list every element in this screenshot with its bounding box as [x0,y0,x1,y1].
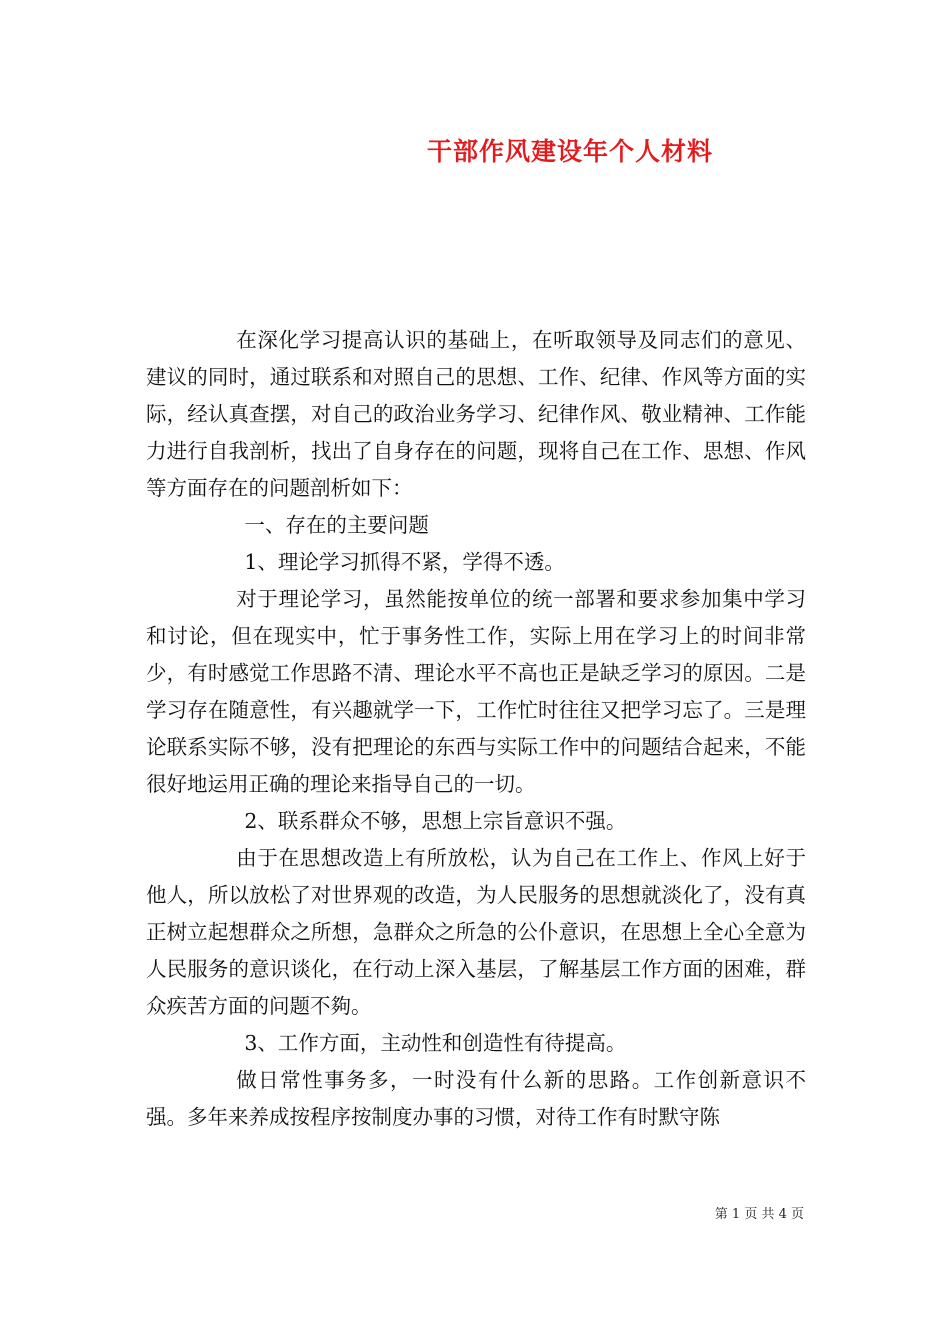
paragraph: 在深化学习提高认识的基础上，在听取领导及同志们的意见、建议的同时，通过联系和对照自己的思想、工作、纪律、作风等方面的实际，经认真查摆，对自己的政治业务学习、纪律作风、敬业精神、工作能力进行自我剖析，找出了自身存在的问题，现将自己在工作、思想、作风等方面存在的问题剖析如下： [146,328,806,500]
paragraph: 由于在思想改造上有所放松，认为自己在工作上、作风上好于他人，所以放松了对世界观的改造，为人民服务的思想就淡化了，没有真正树立起想群众之所想，急群众之所急的公仆意识，在思想上全心全意为人民服务的意识谈化，在行动上深入基层，了解基层工作方面的困难，群众疾苦方面的问题不夠。 [146,846,806,1018]
document-body [146,322,806,1136]
document-title: 干部作风建设年个人材料 [426,137,713,166]
page-number: 第 1 页 共 4 页 [714,1207,804,1222]
paragraph: 做日常性事务多，一时没有什么新的思路。工作创新意识不强。多年来养成按程序按制度办事的习惯，对待工作有时默守陈 [146,1068,806,1129]
section-heading: 一、存在的主要问题 [244,513,429,537]
paragraph: 对于理论学习，虽然能按单位的统一部署和要求参加集中学习和讨论，但在现实中，忙于事务性工作，实际上用在学习上的时间非常少，有时感觉工作思路不清、理论水平不高也正是缺乏学习的原因。二是学习存在随意性，有兴趣就学一下，工作忙时往往又把学习忘了。三是理论联系实际不够，没有把理论的东西与实际工作中的问题结合起来，不能很好地运用正确的理论来指导自己的一切。 [146,587,806,796]
subsection-heading: 2、联系群众不够，思想上宗旨意识不强。 [244,809,627,833]
subsection-heading: 3、工作方面，主动性和创造性有待提高。 [244,1031,627,1055]
subsection-heading: 1、理论学习抓得不紧，学得不透。 [244,550,565,574]
